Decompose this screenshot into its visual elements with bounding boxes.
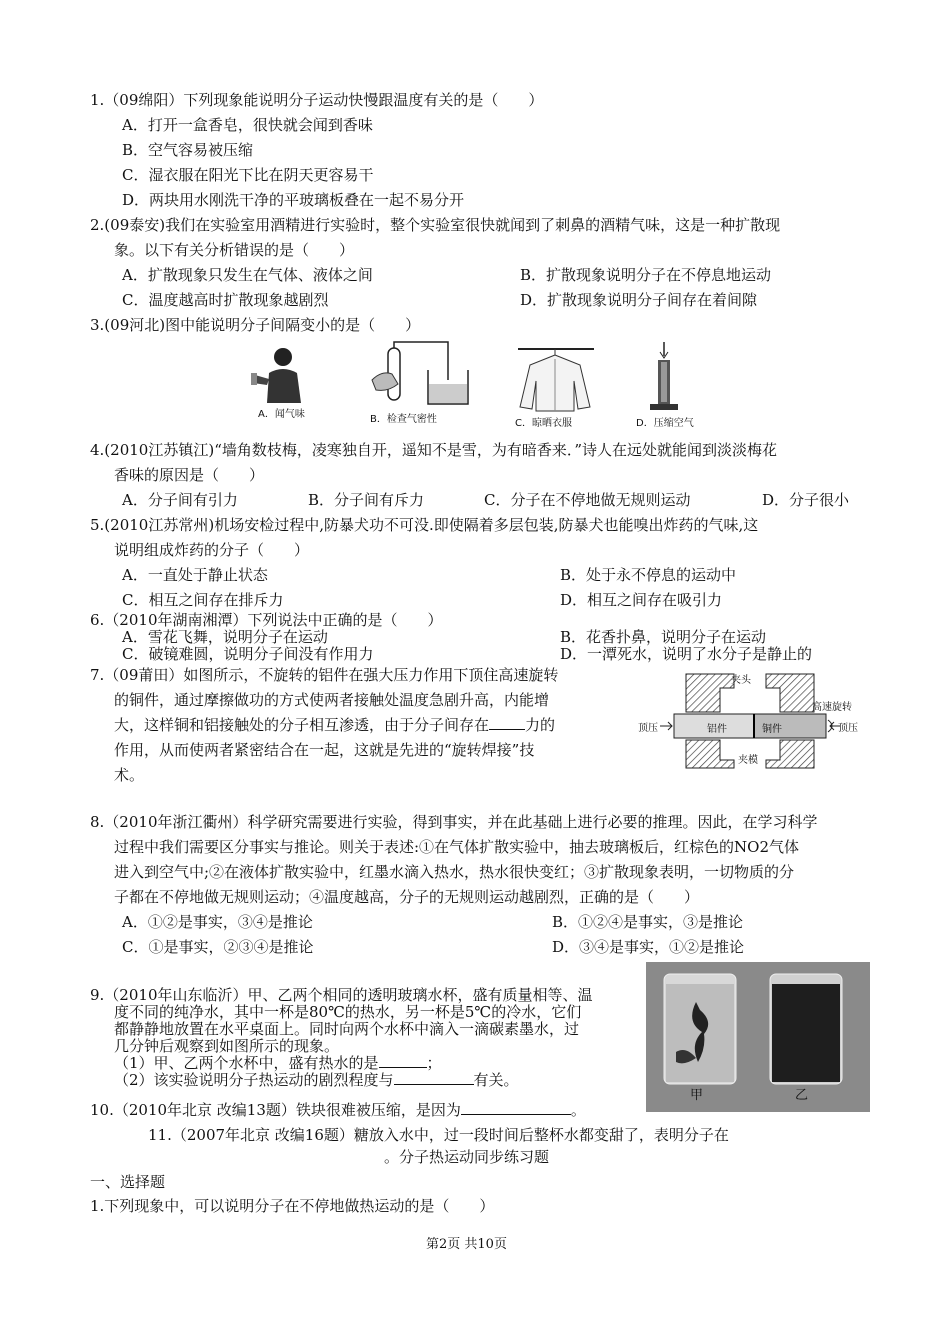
q8-line4: 子都在不停地做无规则运动；④温度越高，分子的无规则运动越剧烈，正确的是（ ） — [114, 888, 700, 906]
q9-label-cup-yi: 乙 — [795, 1088, 809, 1103]
q2-stem-line1: 2.(09泰安)我们在实验室用酒精进行实验时，整个实验室很快就闻到了刺鼻的酒精气味，这是一种扩散现 — [90, 216, 781, 234]
q9-sub2 — [114, 1070, 519, 1090]
q4-option-d: D．分子很小 — [762, 491, 850, 509]
q10-text: 10.（2010年北京 改编13题）铁块很难被压缩，是因为 — [90, 1101, 461, 1119]
q9-sub1-end: ； — [426, 1054, 442, 1072]
q7-line3-part2: 力的 — [525, 716, 556, 734]
section-tail-title: 。分子热运动同步练习题 — [384, 1148, 550, 1166]
q3-figure-smell — [245, 343, 325, 413]
q9-label-cup-jia: 甲 — [690, 1088, 704, 1103]
q8-option-c: C．①是事实，②③④是推论 — [122, 938, 314, 956]
q11-line: 11.（2007年北京 改编16题）糖放入水中，过一段时间后整杯水都变甜了，表明分子在 — [148, 1126, 729, 1144]
q5-option-d: D．相互之间存在吸引力 — [560, 591, 723, 609]
q7-label-aluminum: 铝件 — [707, 724, 727, 735]
q3-figure-shirt — [510, 345, 600, 415]
q9-figure-cups — [646, 962, 870, 1112]
q4-stem-line1: 4.(2010江苏镇江)“墙角数枝梅，凌寒独自开，遥知不是雪，为有暗香来．”诗人在远处就能闻到淡淡梅花 — [90, 441, 778, 459]
q9-line2: 度不同的纯净水，其中一杯是80℃的热水，另一杯是5℃的冷水，它们 — [114, 1003, 582, 1021]
q7-label-mold: 夹模 — [738, 755, 758, 766]
q7-line3 — [114, 715, 555, 735]
q7-line3-part1: 大，这样铜和铝接触处的分子相互渗透，由于分子间存在 — [114, 716, 490, 734]
q6-option-d: D．一潭死水，说明了水分子是静止的 — [560, 645, 813, 663]
q3-label-a: A．闻气味 — [258, 409, 305, 420]
q2-option-c: C．温度越高时扩散现象越剧烈 — [122, 291, 329, 309]
q1-stem: 1.（09绵阳）下列现象能说明分子运动快慢跟温度有关的是（ ） — [90, 91, 544, 109]
q9-line3: 都静静地放置在水平桌面上。同时向两个水杯中滴入一滴碳素墨水，过 — [114, 1020, 580, 1038]
q2-option-a: A．扩散现象只发生在气体、液体之间 — [122, 266, 373, 284]
q8-line3: 进入到空气中;②在液体扩散实验中，红墨水滴入热水，热水很快变红；③扩散现象表明，一切物质的分 — [114, 863, 795, 881]
q3-stem: 3.(09河北)图中能说明分子间隔变小的是（ ） — [90, 316, 421, 334]
s1-stem: 1.下列现象中，可以说明分子在不停地做热运动的是（ ） — [90, 1197, 495, 1215]
q3-figure-syringe — [640, 340, 690, 418]
q1-option-b: B．空气容易被压缩 — [122, 141, 254, 159]
q4-option-a: A．分子间有引力 — [122, 491, 238, 509]
q3-label-b: B．检查气密性 — [370, 414, 437, 425]
q9-line4: 几分钟后观察到如图所示的现象。 — [114, 1037, 340, 1055]
q4-option-c: C．分子在不停地做无规则运动 — [484, 491, 691, 509]
q7-label-copper: 铜件 — [762, 724, 782, 735]
q7-line1: 7.（09莆田）如图所示，不旋转的铝件在强大压力作用下顶住高速旋转 — [90, 666, 559, 684]
q8-option-a: A．①②是事实，③④是推论 — [122, 913, 313, 931]
q9-line1: 9.（2010年山东临沂）甲、乙两个相同的透明玻璃水杯，盛有质量相等、温 — [90, 986, 593, 1004]
q9-answer-blank-1[interactable] — [379, 1053, 427, 1068]
q3-figure-airtight-check — [368, 340, 478, 410]
q8-line2: 过程中我们需要区分事实与推论。则关于表述:①在气体扩散实验中，抽去玻璃板后，红棕色的NO2气体 — [114, 838, 800, 856]
q6-stem: 6.（2010年湖南湘潭）下列说法中正确的是（ ） — [90, 611, 443, 629]
q3-label-d: D．压缩空气 — [636, 418, 694, 429]
q5-option-c: C．相互之间存在排斥力 — [122, 591, 284, 609]
q4-option-b: B．分子间有斥力 — [308, 491, 425, 509]
q9-sub2-end: 有关。 — [473, 1071, 519, 1089]
q8-option-d: D．③④是事实，①②是推论 — [552, 938, 745, 956]
section-heading: 一、选择题 — [90, 1173, 166, 1191]
q9-sub2-text: （2）该实验说明分子热运动的剧烈程度与 — [114, 1071, 394, 1089]
q7-answer-blank[interactable] — [489, 715, 525, 730]
q5-stem-line2: 说明组成炸药的分子（ ） — [114, 541, 310, 559]
q6-option-c: C．破镜难圆，说明分子间没有作用力 — [122, 645, 374, 663]
q2-option-d: D．扩散现象说明分子间存在着间隙 — [520, 291, 758, 309]
q9-answer-blank-2[interactable] — [394, 1070, 474, 1085]
page-footer: 第2页 共10页 — [426, 1237, 507, 1252]
q7-line5: 术。 — [114, 766, 145, 784]
q5-stem-line1: 5.(2010江苏常州)机场安检过程中,防暴犬功不可没.即使隔着多层包装,防暴犬也能嗅出炸药的气味,这 — [90, 516, 759, 534]
q5-option-a: A．一直处于静止状态 — [122, 566, 268, 584]
q1-option-c: C．湿衣服在阳光下比在阴天更容易干 — [122, 166, 374, 184]
q7-label-rotate: 高速旋转 — [812, 702, 852, 713]
q8-option-b: B．①②④是事实，③是推论 — [552, 913, 744, 931]
q1-option-a: A．打开一盒香皂，很快就会闻到香味 — [122, 116, 373, 134]
q6-option-b: B．花香扑鼻，说明分子在运动 — [560, 628, 767, 646]
q7-line2: 的铜件，通过摩擦做功的方式使两者接触处温度急剧升高，内能增 — [114, 691, 550, 709]
q7-label-press-right: 顶压 — [838, 723, 858, 734]
q8-line1: 8.（2010年浙江衢州）科学研究需要进行实验，得到事实，并在此基础上进行必要的推理。因此，在学习科学 — [90, 813, 818, 831]
q5-option-b: B．处于永不停息的运动中 — [560, 566, 737, 584]
q2-stem-line2: 象。以下有关分析错误的是（ ） — [114, 241, 355, 259]
q10-line — [90, 1100, 586, 1120]
q4-stem-line2: 香味的原因是（ ） — [114, 466, 265, 484]
q7-line4: 作用，从而使两者紧密结合在一起，这就是先进的“旋转焊接”技 — [114, 741, 535, 759]
q9-sub1-text: （1）甲、乙两个水杯中，盛有热水的是 — [114, 1054, 379, 1072]
q1-option-d: D．两块用水刚洗干净的平玻璃板叠在一起不易分开 — [122, 191, 465, 209]
q7-label-clamp: 夹头 — [731, 675, 751, 686]
q2-option-b: B．扩散现象说明分子在不停息地运动 — [520, 266, 772, 284]
q7-label-press-left: 顶压 — [638, 723, 658, 734]
q10-answer-blank[interactable] — [461, 1100, 571, 1115]
q10-end: 。 — [570, 1101, 586, 1119]
q3-label-c: C．晾晒衣服 — [515, 418, 572, 429]
q6-option-a: A．雪花飞舞，说明分子在运动 — [122, 628, 328, 646]
